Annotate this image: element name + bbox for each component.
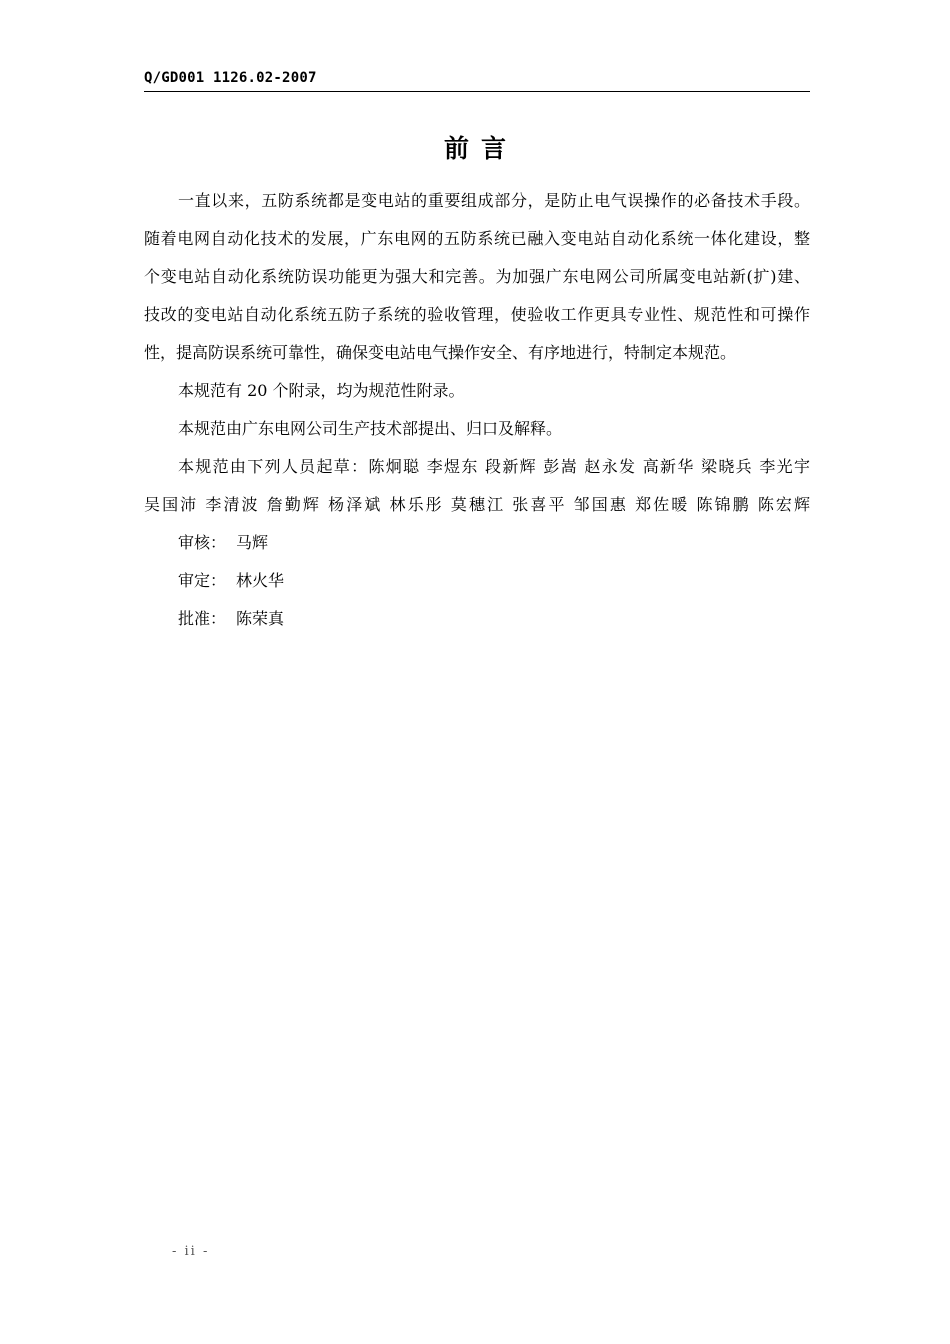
document-code: Q/GD001 1126.02-2007 xyxy=(144,70,317,86)
review-name: 马辉 xyxy=(236,533,269,552)
text-line: 性，提高防误系统可靠性，确保变电站电气操作安全、有序地进行，特制定本规范。 xyxy=(144,343,737,362)
approve-row xyxy=(144,562,810,600)
ratify-name: 陈荣真 xyxy=(236,609,285,628)
text-line: 个变电站自动化系统防误功能更为强大和完善。为加强广东电网公司所属变电站新(扩)建、 xyxy=(144,267,810,286)
text-line: 技改的变电站自动化系统五防子系统的验收管理，使验收工作更具专业性、规范性和可操作 xyxy=(144,305,810,324)
header-rule xyxy=(144,91,810,92)
preface-paragraph-1 xyxy=(144,182,810,372)
preface-paragraph-appendix xyxy=(144,372,810,410)
preface-paragraph-ownership xyxy=(144,410,810,448)
preface-paragraph-drafters xyxy=(144,448,810,524)
text-line: 吴国沛 李清波 詹勤辉 杨泽斌 林乐彤 莫穗江 张喜平 邹国惠 郑佐暖 陈锦鹏 陈宏辉 xyxy=(144,495,810,514)
ratify-row xyxy=(144,600,810,638)
approve-label: 审定： xyxy=(178,571,227,590)
review-label: 审核： xyxy=(178,533,227,552)
text-line: 本规范由广东电网公司生产技术部提出、归口及解释。 xyxy=(178,419,563,438)
text-line: 本规范有 20 个附录，均为规范性附录。 xyxy=(178,381,465,400)
ratify-label: 批准： xyxy=(178,609,227,628)
page-title: 前言 xyxy=(443,134,518,163)
preface-body xyxy=(144,182,810,638)
text-line: 随着电网自动化技术的发展，广东电网的五防系统已融入变电站自动化系统一体化建设，整 xyxy=(144,229,810,248)
review-row xyxy=(144,524,810,562)
approve-name: 林火华 xyxy=(236,571,285,590)
signoff-block xyxy=(144,524,810,638)
text-line: 一直以来，五防系统都是变电站的重要组成部分，是防止电气误操作的必备技术手段。 xyxy=(178,191,810,210)
text-line: 本规范由下列人员起草：陈炯聪 李煜东 段新辉 彭嵩 赵永发 高新华 梁晓兵 李光宇 xyxy=(178,457,810,476)
page-number: - ii - xyxy=(172,1244,210,1259)
